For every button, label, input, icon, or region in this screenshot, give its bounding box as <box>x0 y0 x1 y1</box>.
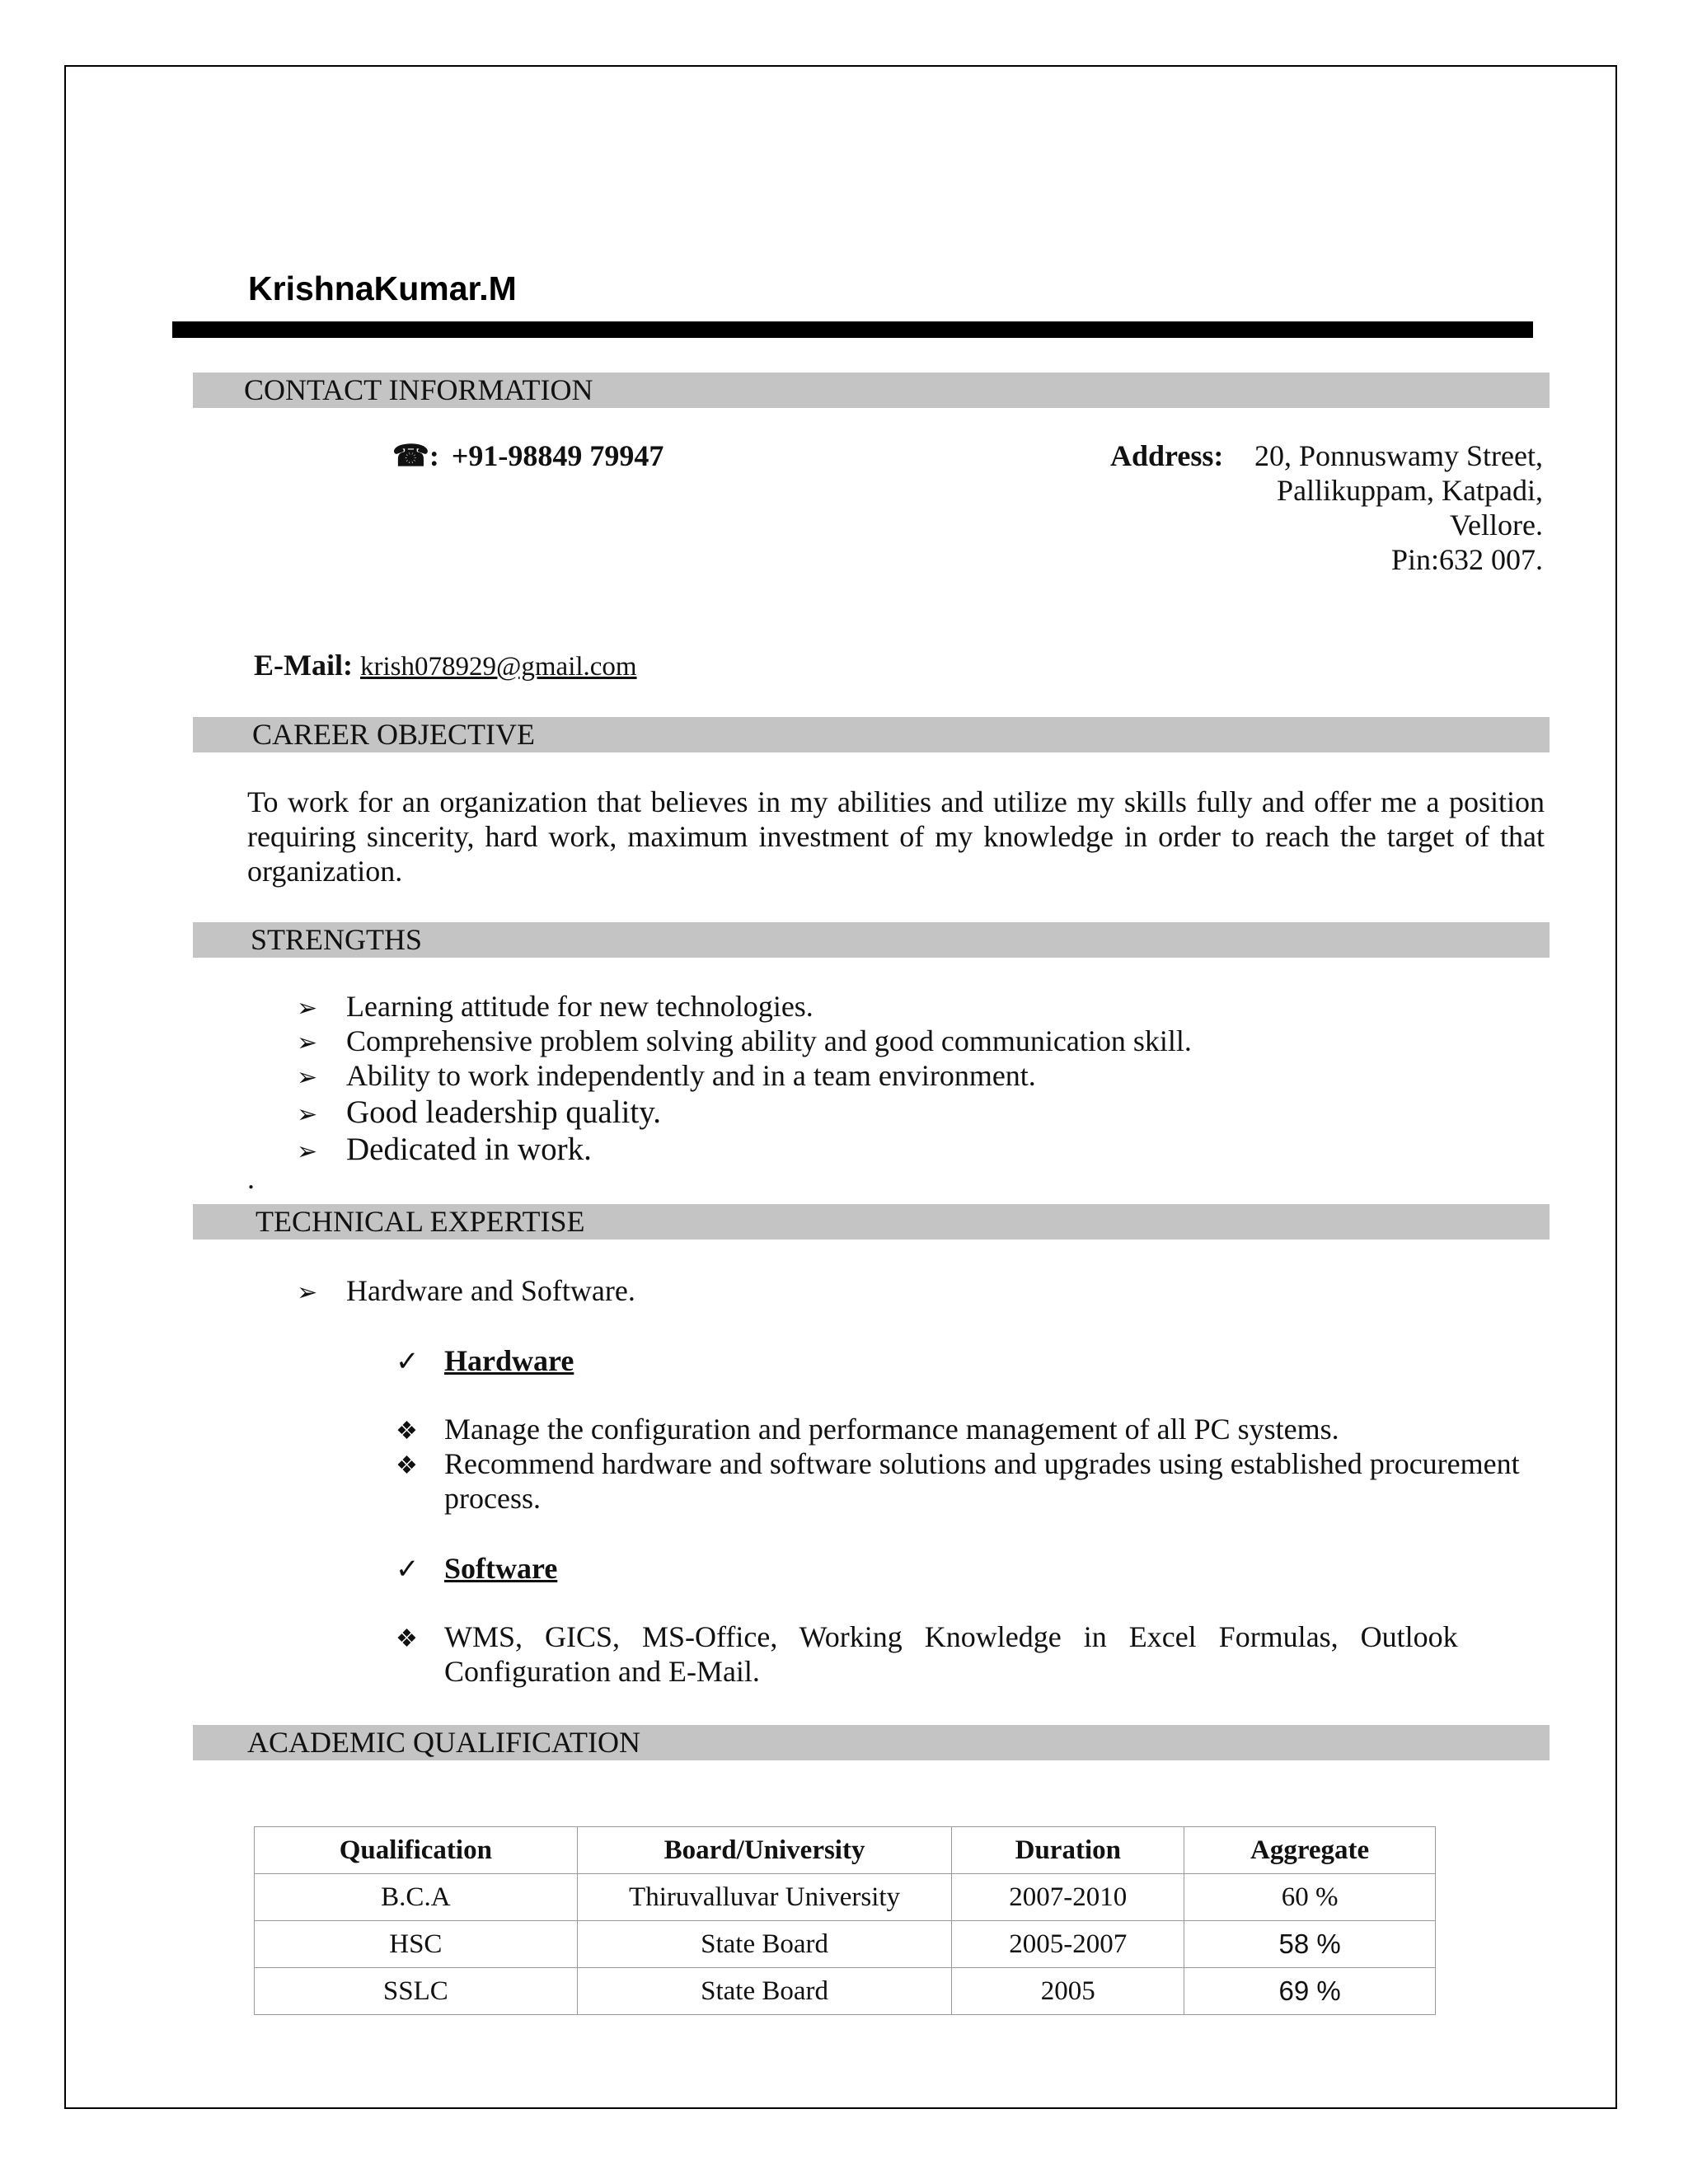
section-title-contact: CONTACT INFORMATION <box>244 373 593 406</box>
career-objective-paragraph: To work for an organization that believes in my abilities and utilize my skills fully and offer me a position requiring sincerity, hard work, maximum investment of my knowledge in order to reach the target of that organization. <box>247 785 1545 888</box>
email-link[interactable]: krish078929@gmail.com <box>359 652 637 682</box>
column-header: Duration <box>952 1827 1184 1874</box>
table-cell: 2005 <box>952 1968 1184 2015</box>
hardware-item-text: Manage the configuration and performance management of all PC systems. <box>444 1413 1339 1446</box>
section-band-academic <box>193 1725 1550 1760</box>
software-heading: Software <box>444 1552 558 1585</box>
strength-text: Learning attitude for new technologies. <box>346 990 814 1023</box>
section-title-technical: TECHNICAL EXPERTISE <box>256 1205 585 1238</box>
diamond-bullet-icon: ❖ <box>396 1625 418 1652</box>
checkmark-icon: ✓ <box>396 1554 420 1585</box>
hardware-heading: Hardware <box>444 1344 574 1377</box>
phone-icon: ☎: <box>392 439 439 472</box>
diamond-bullet-icon: ❖ <box>396 1452 418 1479</box>
section-title-strengths: STRENGTHS <box>251 923 423 956</box>
table-cell: Thiruvalluvar University <box>577 1874 952 1921</box>
column-header: Board/University <box>577 1827 952 1874</box>
strength-item <box>297 1094 661 1132</box>
candidate-name: KrishnaKumar.M <box>248 269 517 307</box>
phone-number: +91-98849 79947 <box>451 439 664 472</box>
address-line: Vellore. <box>1450 509 1543 541</box>
section-band-technical <box>193 1204 1550 1240</box>
hardware-item-continued: process. <box>444 1482 541 1515</box>
strength-text: Comprehensive problem solving ability and good communication skill. <box>346 1024 1192 1057</box>
address-line: Pin:632 007. <box>1390 543 1543 576</box>
arrow-bullet-icon: ➢ <box>297 1029 318 1057</box>
table-cell: 2005-2007 <box>952 1921 1184 1968</box>
hardware-item <box>396 1412 1339 1449</box>
arrow-bullet-icon: ➢ <box>297 1138 318 1165</box>
email-line <box>254 648 637 684</box>
software-heading-row <box>396 1551 558 1587</box>
arrow-bullet-icon: ➢ <box>297 1064 318 1091</box>
arrow-bullet-icon: ➢ <box>297 1101 318 1128</box>
software-item-continued: Configuration and E-Mail. <box>444 1655 760 1688</box>
header-rule <box>172 321 1533 338</box>
strength-item <box>297 1132 592 1169</box>
table-cell: State Board <box>577 1968 952 2015</box>
hardware-item <box>396 1446 1520 1483</box>
diamond-bullet-icon: ❖ <box>396 1418 418 1445</box>
checkmark-icon: ✓ <box>396 1347 420 1377</box>
table-cell: HSC <box>255 1921 578 1968</box>
career-objective-text <box>247 785 1545 888</box>
section-band-strengths <box>193 922 1550 958</box>
hardware-heading-row <box>396 1343 574 1380</box>
strength-text: Dedicated in work. <box>346 1132 592 1167</box>
arrow-bullet-icon: ➢ <box>297 1279 318 1306</box>
column-header: Qualification <box>255 1827 578 1874</box>
address-block <box>1220 438 1543 577</box>
section-band-career <box>193 717 1550 752</box>
strength-text: Good leadership quality. <box>346 1094 661 1130</box>
academic-table <box>254 1826 1436 2015</box>
strength-item <box>297 1058 1036 1095</box>
table-row <box>255 1874 1436 1921</box>
strength-item <box>297 989 814 1026</box>
technical-intro-text: Hardware and Software. <box>346 1274 635 1307</box>
technical-intro <box>297 1273 635 1310</box>
hardware-item-text: Recommend hardware and software solutions and upgrades using established procurement <box>444 1447 1520 1480</box>
stray-dot: . <box>247 1162 255 1195</box>
address-line: 20, Ponnuswamy Street, <box>1254 439 1543 472</box>
table-cell: 2007-2010 <box>952 1874 1184 1921</box>
column-header: Aggregate <box>1184 1827 1436 1874</box>
strength-text: Ability to work independently and in a team environment. <box>346 1059 1036 1092</box>
address-line: Pallikuppam, Katpadi, <box>1277 474 1543 507</box>
table-cell: 69 % <box>1184 1968 1436 2015</box>
table-header-row <box>255 1827 1436 1874</box>
software-item-text: WMS, GICS, MS-Office, Working Knowledge in Excel Formulas, Outlook <box>444 1620 1458 1653</box>
section-title-career: CAREER OBJECTIVE <box>252 718 536 751</box>
section-band-contact <box>193 373 1550 408</box>
table-cell: State Board <box>577 1921 952 1968</box>
table-row <box>255 1968 1436 2015</box>
section-title-academic: ACADEMIC QUALIFICATION <box>247 1726 640 1759</box>
table-cell: SSLC <box>255 1968 578 2015</box>
table-row <box>255 1921 1436 1968</box>
software-item <box>396 1619 1458 1657</box>
email-label: E-Mail: <box>254 649 353 682</box>
arrow-bullet-icon: ➢ <box>297 995 318 1022</box>
table-cell: B.C.A <box>255 1874 578 1921</box>
strength-item <box>297 1024 1192 1061</box>
phone-line <box>392 438 663 473</box>
address-label: Address: <box>1110 439 1224 472</box>
table-cell: 60 % <box>1184 1874 1436 1921</box>
table-cell: 58 % <box>1184 1921 1436 1968</box>
